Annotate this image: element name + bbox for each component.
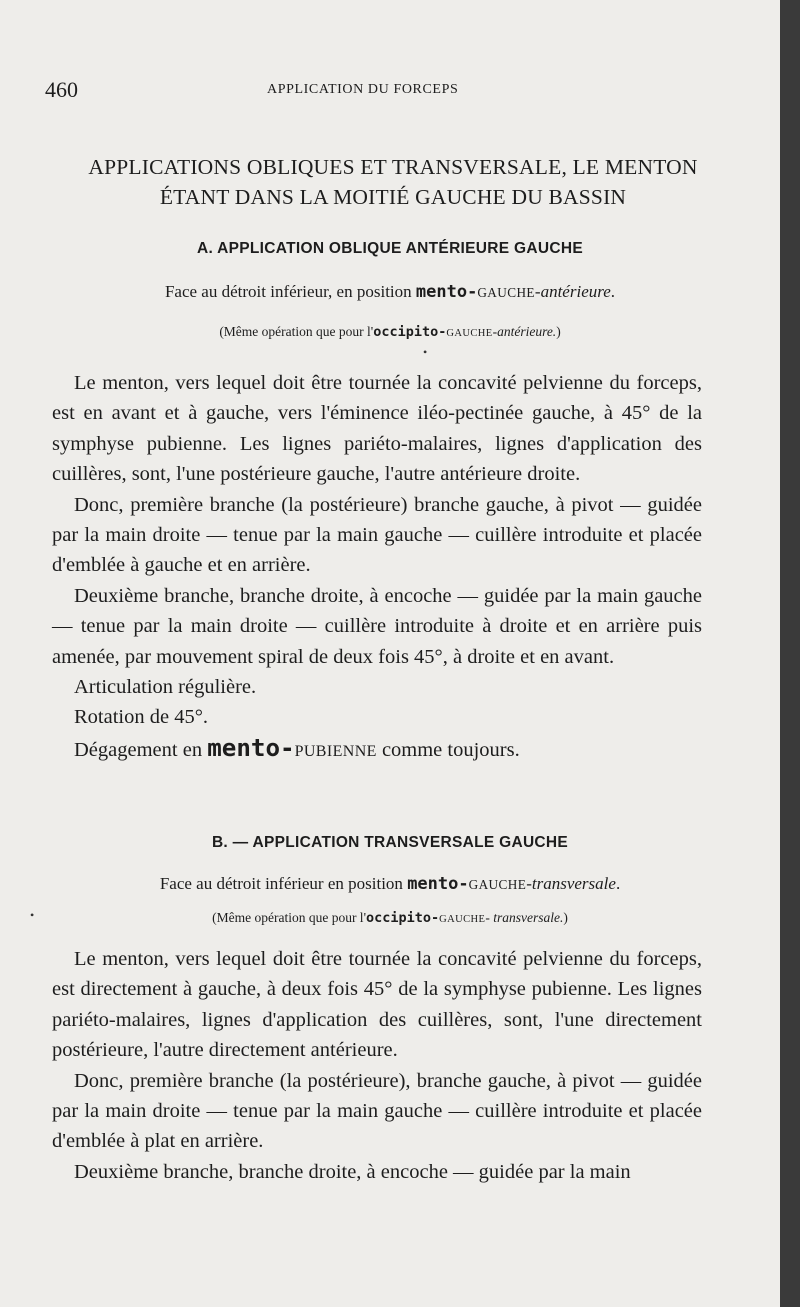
text: Dégagement en <box>74 738 208 761</box>
section-b-heading: B. — APPLICATION TRANSVERSALE GAUCHE <box>211 834 569 851</box>
note-bold: occipito- <box>373 324 447 340</box>
section-a-note <box>40 324 740 340</box>
note-italic: -antérieure. <box>492 324 557 339</box>
paragraph: Donc, première branche (la postérieure) branche gauche, à pivot — guidée par la main droite — tenue par la main gauche — cuillère introduite et placée d'emblée à gauche et en arrière. <box>52 493 702 577</box>
subtitle-italic: -antérieure <box>534 282 611 301</box>
ink-speck: • <box>423 345 428 359</box>
page-number: 460 <box>45 77 78 102</box>
paragraph: Deuxième branche, branche droite, à encoche — guidée par la main <box>74 1160 631 1183</box>
section-b-body <box>52 944 702 1187</box>
note-end: ) <box>556 324 561 339</box>
chapter-title-line-1: APPLICATIONS OBLIQUES ET TRANSVERSALE, LE MENTON <box>88 155 698 179</box>
paragraph: Le menton, vers lequel doit être tournée la concavité pelvienne du forceps, est en avant et à gauche, vers l'éminence iléo-pectinée gauche, à 45° de la symphyse pubienne. Les lignes pariéto-malaires, lignes d'application des cuillères, sont, l'une postérieure gauche, l'autre antérieure droite. <box>52 372 702 486</box>
paragraph: Donc, première branche (la postérieure), branche gauche, à pivot — guidée par la main droite — tenue par la main gauche — cuillère introduite et placée d'emblée à plat en arrière. <box>52 1069 702 1153</box>
running-title: APPLICATION DU FORCEPS <box>267 82 459 97</box>
note-end: ) <box>563 910 568 925</box>
ink-speck: • <box>30 908 35 922</box>
note-smallcaps: GAUCHE <box>446 328 493 339</box>
subtitle-smallcaps: GAUCHE <box>477 285 535 300</box>
smallcaps-text: PUBIENNE <box>294 742 377 760</box>
running-head <box>45 77 735 107</box>
bold-text: mento- <box>207 733 295 762</box>
section-a-body <box>52 368 702 767</box>
paragraph <box>52 733 702 767</box>
text: comme toujours. <box>376 738 520 761</box>
section-b-note <box>40 910 740 926</box>
paragraph: Rotation de 45°. <box>74 706 209 729</box>
subtitle-end: . <box>610 282 616 301</box>
subtitle-end: . <box>615 874 621 893</box>
note-smallcaps: GAUCHE <box>439 914 486 925</box>
note-text: (Même opération que pour l' <box>212 910 366 925</box>
chapter-title-line-2: ÉTANT DANS LA MOITIÉ GAUCHE DU BASSIN <box>159 185 627 209</box>
paragraph: Articulation régulière. <box>74 676 257 699</box>
section-a-subtitle <box>40 282 740 302</box>
chapter-title <box>48 152 738 212</box>
subtitle-bold: mento- <box>415 282 478 302</box>
subtitle-bold: mento- <box>407 874 469 894</box>
subtitle-text: Face au détroit inférieur en position <box>159 874 408 893</box>
subtitle-text: Face au détroit inférieur, en position <box>164 282 416 301</box>
scan-edge <box>780 0 800 1307</box>
paragraph: Deuxième branche, branche droite, à encoche — guidée par la main gauche — tenue par la main droite — cuillère introduite à droite et en arrière puis amenée, par mouvement spiral de deux fois 45°, à droite et en avant. <box>52 584 702 668</box>
subtitle-italic: -transversale <box>526 874 616 893</box>
subtitle-smallcaps: GAUCHE <box>468 877 527 892</box>
note-text: (Même opération que pour l' <box>219 324 374 339</box>
section-b-subtitle <box>40 874 740 894</box>
note-italic: - transversale. <box>485 910 564 925</box>
paragraph: Le menton, vers lequel doit être tournée la concavité pelvienne du forceps, est directement à gauche, à deux fois 45° de la symphyse pubienne. Les lignes pariéto-malaires, lignes d'application des cuillères, sont, l'une directement postérieure, l'autre directement antérieure. <box>52 948 702 1062</box>
section-a-heading: A. APPLICATION OBLIQUE ANTÉRIEURE GAUCHE <box>196 240 584 257</box>
note-bold: occipito- <box>366 910 440 926</box>
